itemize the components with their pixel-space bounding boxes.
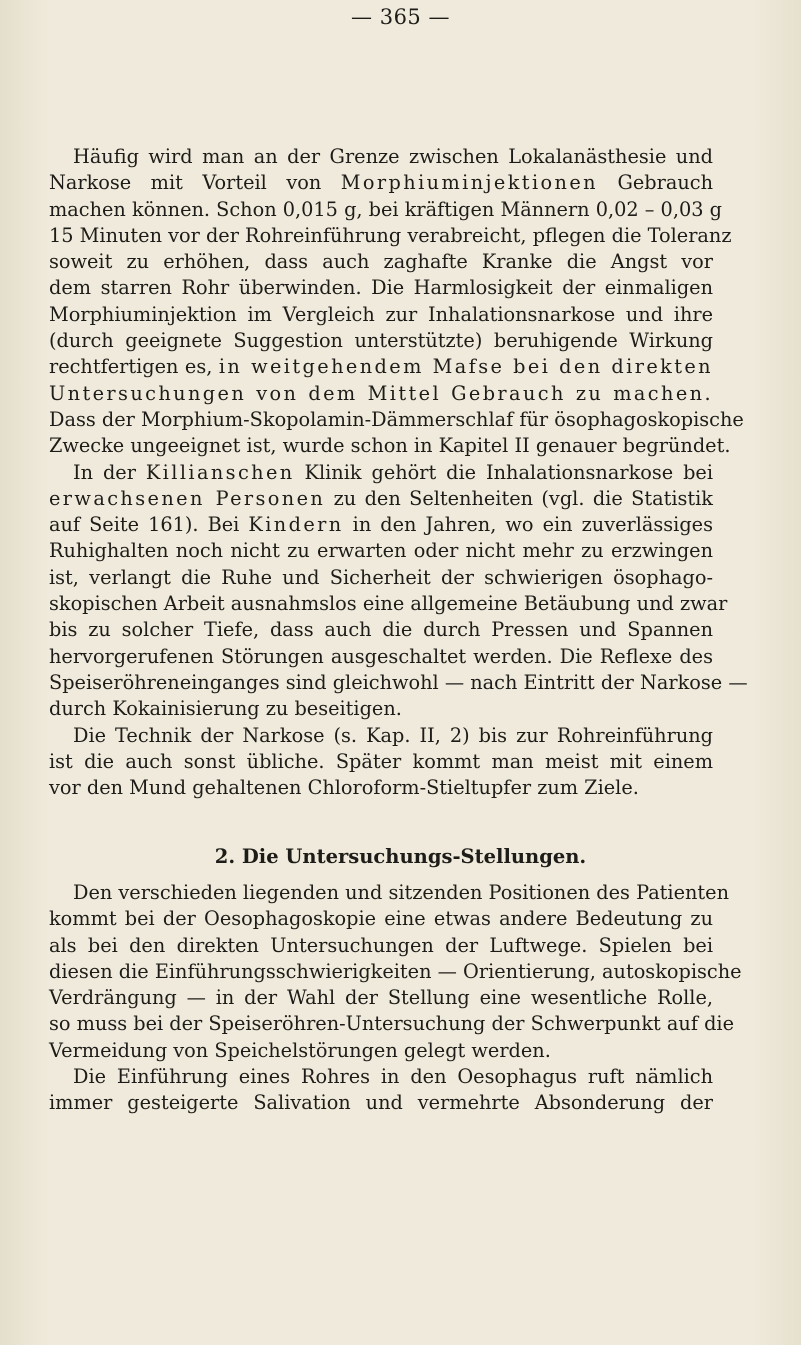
text-line: dem starren Rohr überwinden. Die Harmlosigkeit der einmaligen — [49, 276, 713, 300]
spaced-term: in weitgehendem Mafse bei den direkten — [218, 355, 713, 379]
text-line: skopischen Arbeit ausnahmslos eine allgemeine Betäubung und zwar — [49, 592, 728, 616]
text-line: vor den Mund gehaltenen Chloroform-Stieltupfer zum Ziele. — [49, 776, 639, 800]
text-line: Dass der Morphium-Skopolamin-Dämmerschlaf für ösophagoskopische — [49, 407, 744, 431]
text-line: In der Killianschen Klinik gehört die Inhalationsnarkose bei — [73, 460, 714, 484]
text-line: Die Technik der Narkose (s. Kap. II, 2) bis zur Rohreinführung — [73, 723, 713, 747]
text-line: machen können. Schon 0,015 g, bei kräftigen Männern 0,02 – 0,03 g — [49, 197, 722, 221]
text-line: Morphiuminjektion im Vergleich zur Inhalationsnarkose und ihre — [49, 302, 713, 326]
section-heading: 2. Die Untersuchungs-Stellungen. — [214, 845, 587, 868]
text-line: Den verschieden liegenden und sitzenden Positionen des Patienten — [73, 881, 730, 904]
spaced-term: Morphiuminjektionen — [340, 171, 598, 195]
text-line: durch Kokainisierung zu beseitigen. — [49, 697, 402, 721]
paragraphs-positions — [49, 880, 742, 1117]
text-line: erwachsenen Personen zu den Seltenheiten (vgl. die Statistik — [49, 486, 713, 510]
text-line: diesen die Einführungsschwierigkeiten — Orientierung, autoskopische — [49, 959, 742, 983]
text-line: kommt bei der Oesophagoskopie eine etwas andere Bedeutung zu — [49, 907, 713, 931]
text-line: ist, verlangt die Ruhe und Sicherheit der schwierigen ösophago- — [49, 565, 713, 589]
text-line: immer gesteigerte Salivation und vermehrte Absonderung der — [49, 1091, 713, 1115]
text-line: Speiseröhreneinganges sind gleichwohl — nach Eintritt der Narkose — — [49, 670, 748, 694]
text-line: Narkose mit Vorteil von Morphiuminjektionen Gebrauch — [49, 171, 713, 195]
spaced-term: Untersuchungen von dem Mittel Gebrauch zu machen. — [49, 381, 713, 405]
text-line: bis zu solcher Tiefe, dass auch die durch Pressen und Spannen — [49, 618, 713, 642]
text-line: Häufig wird man an der Grenze zwischen Lokalanästhesie und — [73, 145, 713, 168]
text-line: (durch geeignete Suggestion unterstützte) beruhigende Wirkung — [49, 329, 713, 353]
paragraphs-anesthesia — [49, 144, 748, 801]
page-number: — 365 — — [351, 5, 450, 29]
text-line: Die Einführung eines Rohres in den Oesophagus ruft nämlich — [73, 1065, 713, 1089]
text-line: 15 Minuten vor der Rohreinführung verabreicht, pflegen die Toleranz — [49, 223, 732, 247]
text-line: auf Seite 161). Bei Kindern in den Jahren, wo ein zuverlässiges — [49, 513, 713, 537]
spaced-term: Kindern — [248, 513, 344, 537]
text-line: Verdrängung — in der Wahl der Stellung eine wesentliche Rolle, — [49, 986, 713, 1010]
text-line: ist die auch sonst übliche. Später kommt man meist mit einem — [49, 749, 713, 773]
text-line: soweit zu erhöhen, dass auch zaghafte Kranke die Angst vor — [49, 250, 713, 274]
spaced-term: Killianschen — [145, 460, 295, 484]
text-line: Zwecke ungeeignet ist, wurde schon in Kapitel II genauer begründet. — [49, 434, 731, 458]
text-line: rechtfertigen es, in weitgehendem Mafse bei den direkten — [49, 355, 713, 379]
text-line: Vermeidung von Speichelstörungen gelegt werden. — [49, 1038, 551, 1062]
text-line: Ruhighalten noch nicht zu erwarten oder nicht mehr zu erzwingen — [49, 539, 713, 563]
text-line: so muss bei der Speiseröhren-Untersuchung der Schwerpunkt auf die — [49, 1012, 735, 1036]
text-line: hervorgerufenen Störungen ausgeschaltet werden. Die Reflexe des — [49, 644, 713, 668]
spaced-term: erwachsenen Personen — [49, 486, 326, 510]
text-line — [49, 381, 713, 407]
text-line: als bei den direkten Untersuchungen der Luftwege. Spielen bei — [49, 933, 713, 957]
